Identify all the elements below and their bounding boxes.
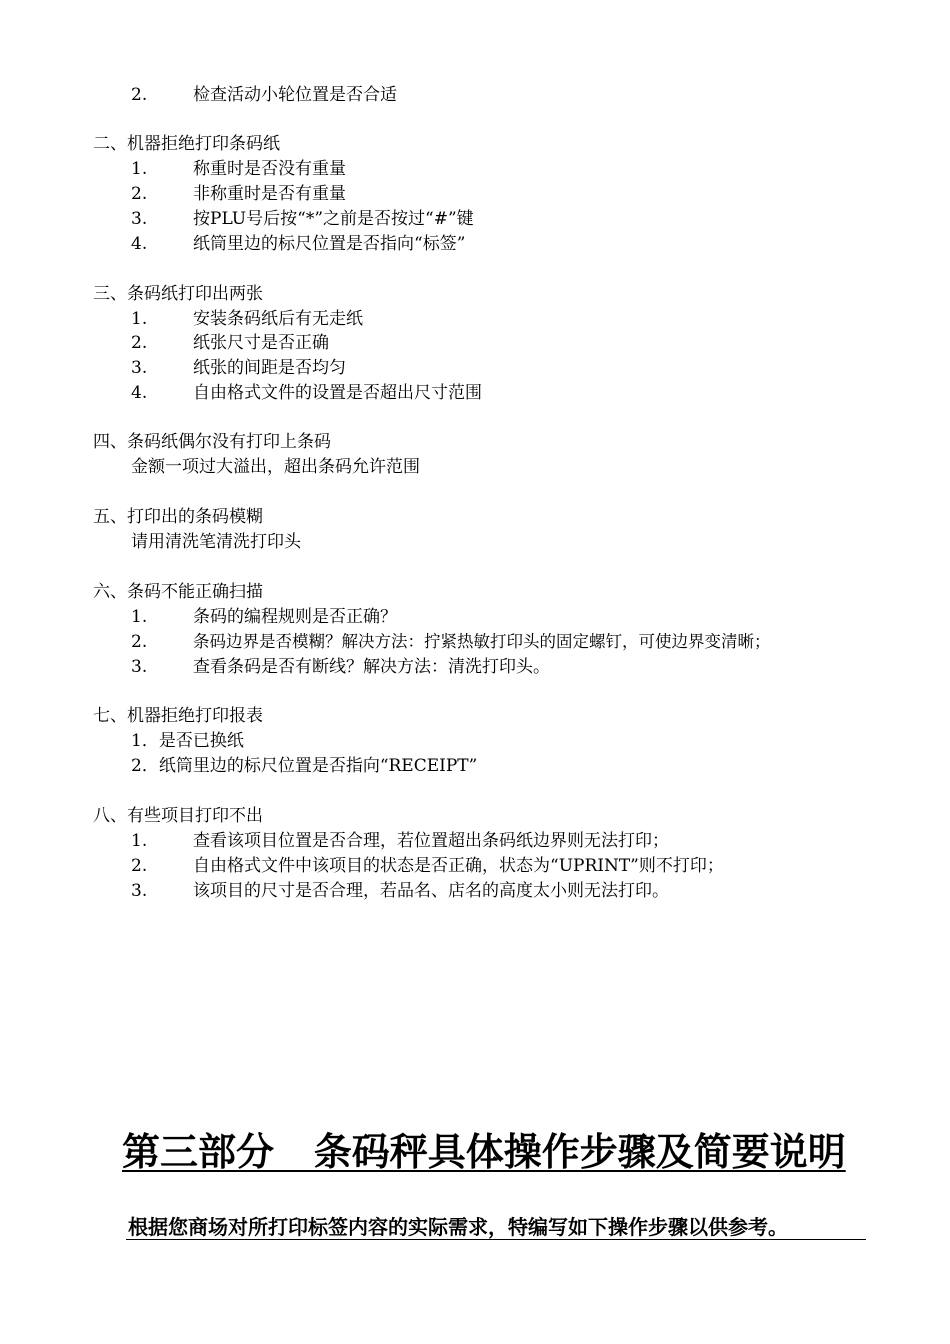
- list-number: 1.: [131, 831, 148, 851]
- list-number: 2.: [131, 85, 148, 105]
- list-number: 2.: [131, 333, 148, 353]
- intro-underline: [126, 1239, 866, 1240]
- list-number: 1.: [131, 309, 148, 329]
- list-item-text: 2．纸筒里边的标尺位置是否指向“RECEIPT”: [131, 756, 478, 776]
- section-body: 金额一项过大溢出，超出条码允许范围: [131, 457, 420, 477]
- list-number: 4.: [131, 383, 148, 403]
- list-number: 4.: [131, 234, 148, 254]
- list-item-text: 条码边界是否模糊？解决方法：拧紧热敏打印头的固定螺钉，可使边界变清晰；: [193, 632, 771, 651]
- list-number: 2.: [131, 856, 148, 876]
- list-item-text: 非称重时是否有重量: [193, 184, 346, 204]
- list-number: 2.: [131, 184, 148, 204]
- part-intro: 根据您商场对所打印标签内容的实际需求，特编写如下操作步骤以供参考。: [128, 1215, 788, 1239]
- list-number: 3.: [131, 358, 148, 378]
- section-heading: 七、机器拒绝打印报表: [93, 706, 263, 726]
- section-heading: 三、条码纸打印出两张: [93, 284, 263, 304]
- list-number: 2.: [131, 632, 148, 652]
- section-heading: 四、条码纸偶尔没有打印上条码: [93, 432, 331, 452]
- section-heading: 八、有些项目打印不出: [93, 806, 263, 826]
- list-item-text: 该项目的尺寸是否合理，若品名、店名的高度太小则无法打印。: [193, 881, 669, 901]
- list-number: 1.: [131, 607, 148, 627]
- list-item-text: 检查活动小轮位置是否合适: [193, 85, 397, 105]
- list-item-text: 1．是否已换纸: [131, 731, 244, 751]
- list-item-text: 查看该项目位置是否合理，若位置超出条码纸边界则无法打印；: [193, 831, 669, 851]
- list-item-text: 纸张尺寸是否正确: [193, 333, 329, 353]
- list-number: 3.: [131, 657, 148, 677]
- list-item-text: 自由格式文件的设置是否超出尺寸范围: [193, 383, 482, 403]
- list-item-text: 安装条码纸后有无走纸: [193, 309, 363, 329]
- part-title: 第三部分 条码秤具体操作步骤及简要说明: [122, 1130, 846, 1174]
- list-item-text: 纸筒里边的标尺位置是否指向“标签”: [193, 234, 466, 254]
- section-heading: 二、机器拒绝打印条码纸: [93, 134, 280, 154]
- list-number: 1.: [131, 159, 148, 179]
- section-body: 请用清洗笔清洗打印头: [131, 532, 301, 552]
- list-item-text: 按PLU号后按“*”之前是否按过“#”键: [193, 209, 474, 229]
- section-heading: 五、打印出的条码模糊: [93, 507, 263, 527]
- section-heading: 六、条码不能正确扫描: [93, 582, 263, 602]
- list-number: 3.: [131, 881, 148, 901]
- list-number: 3.: [131, 209, 148, 229]
- list-item-text: 称重时是否没有重量: [193, 159, 346, 179]
- list-item-text: 条码的编程规则是否正确？: [193, 607, 397, 627]
- list-item-text: 查看条码是否有断线？解决方法：清洗打印头。: [193, 657, 550, 677]
- list-item-text: 自由格式文件中该项目的状态是否正确，状态为“UPRINT”则不打印；: [193, 856, 724, 876]
- list-item-text: 纸张的间距是否均匀: [193, 358, 346, 378]
